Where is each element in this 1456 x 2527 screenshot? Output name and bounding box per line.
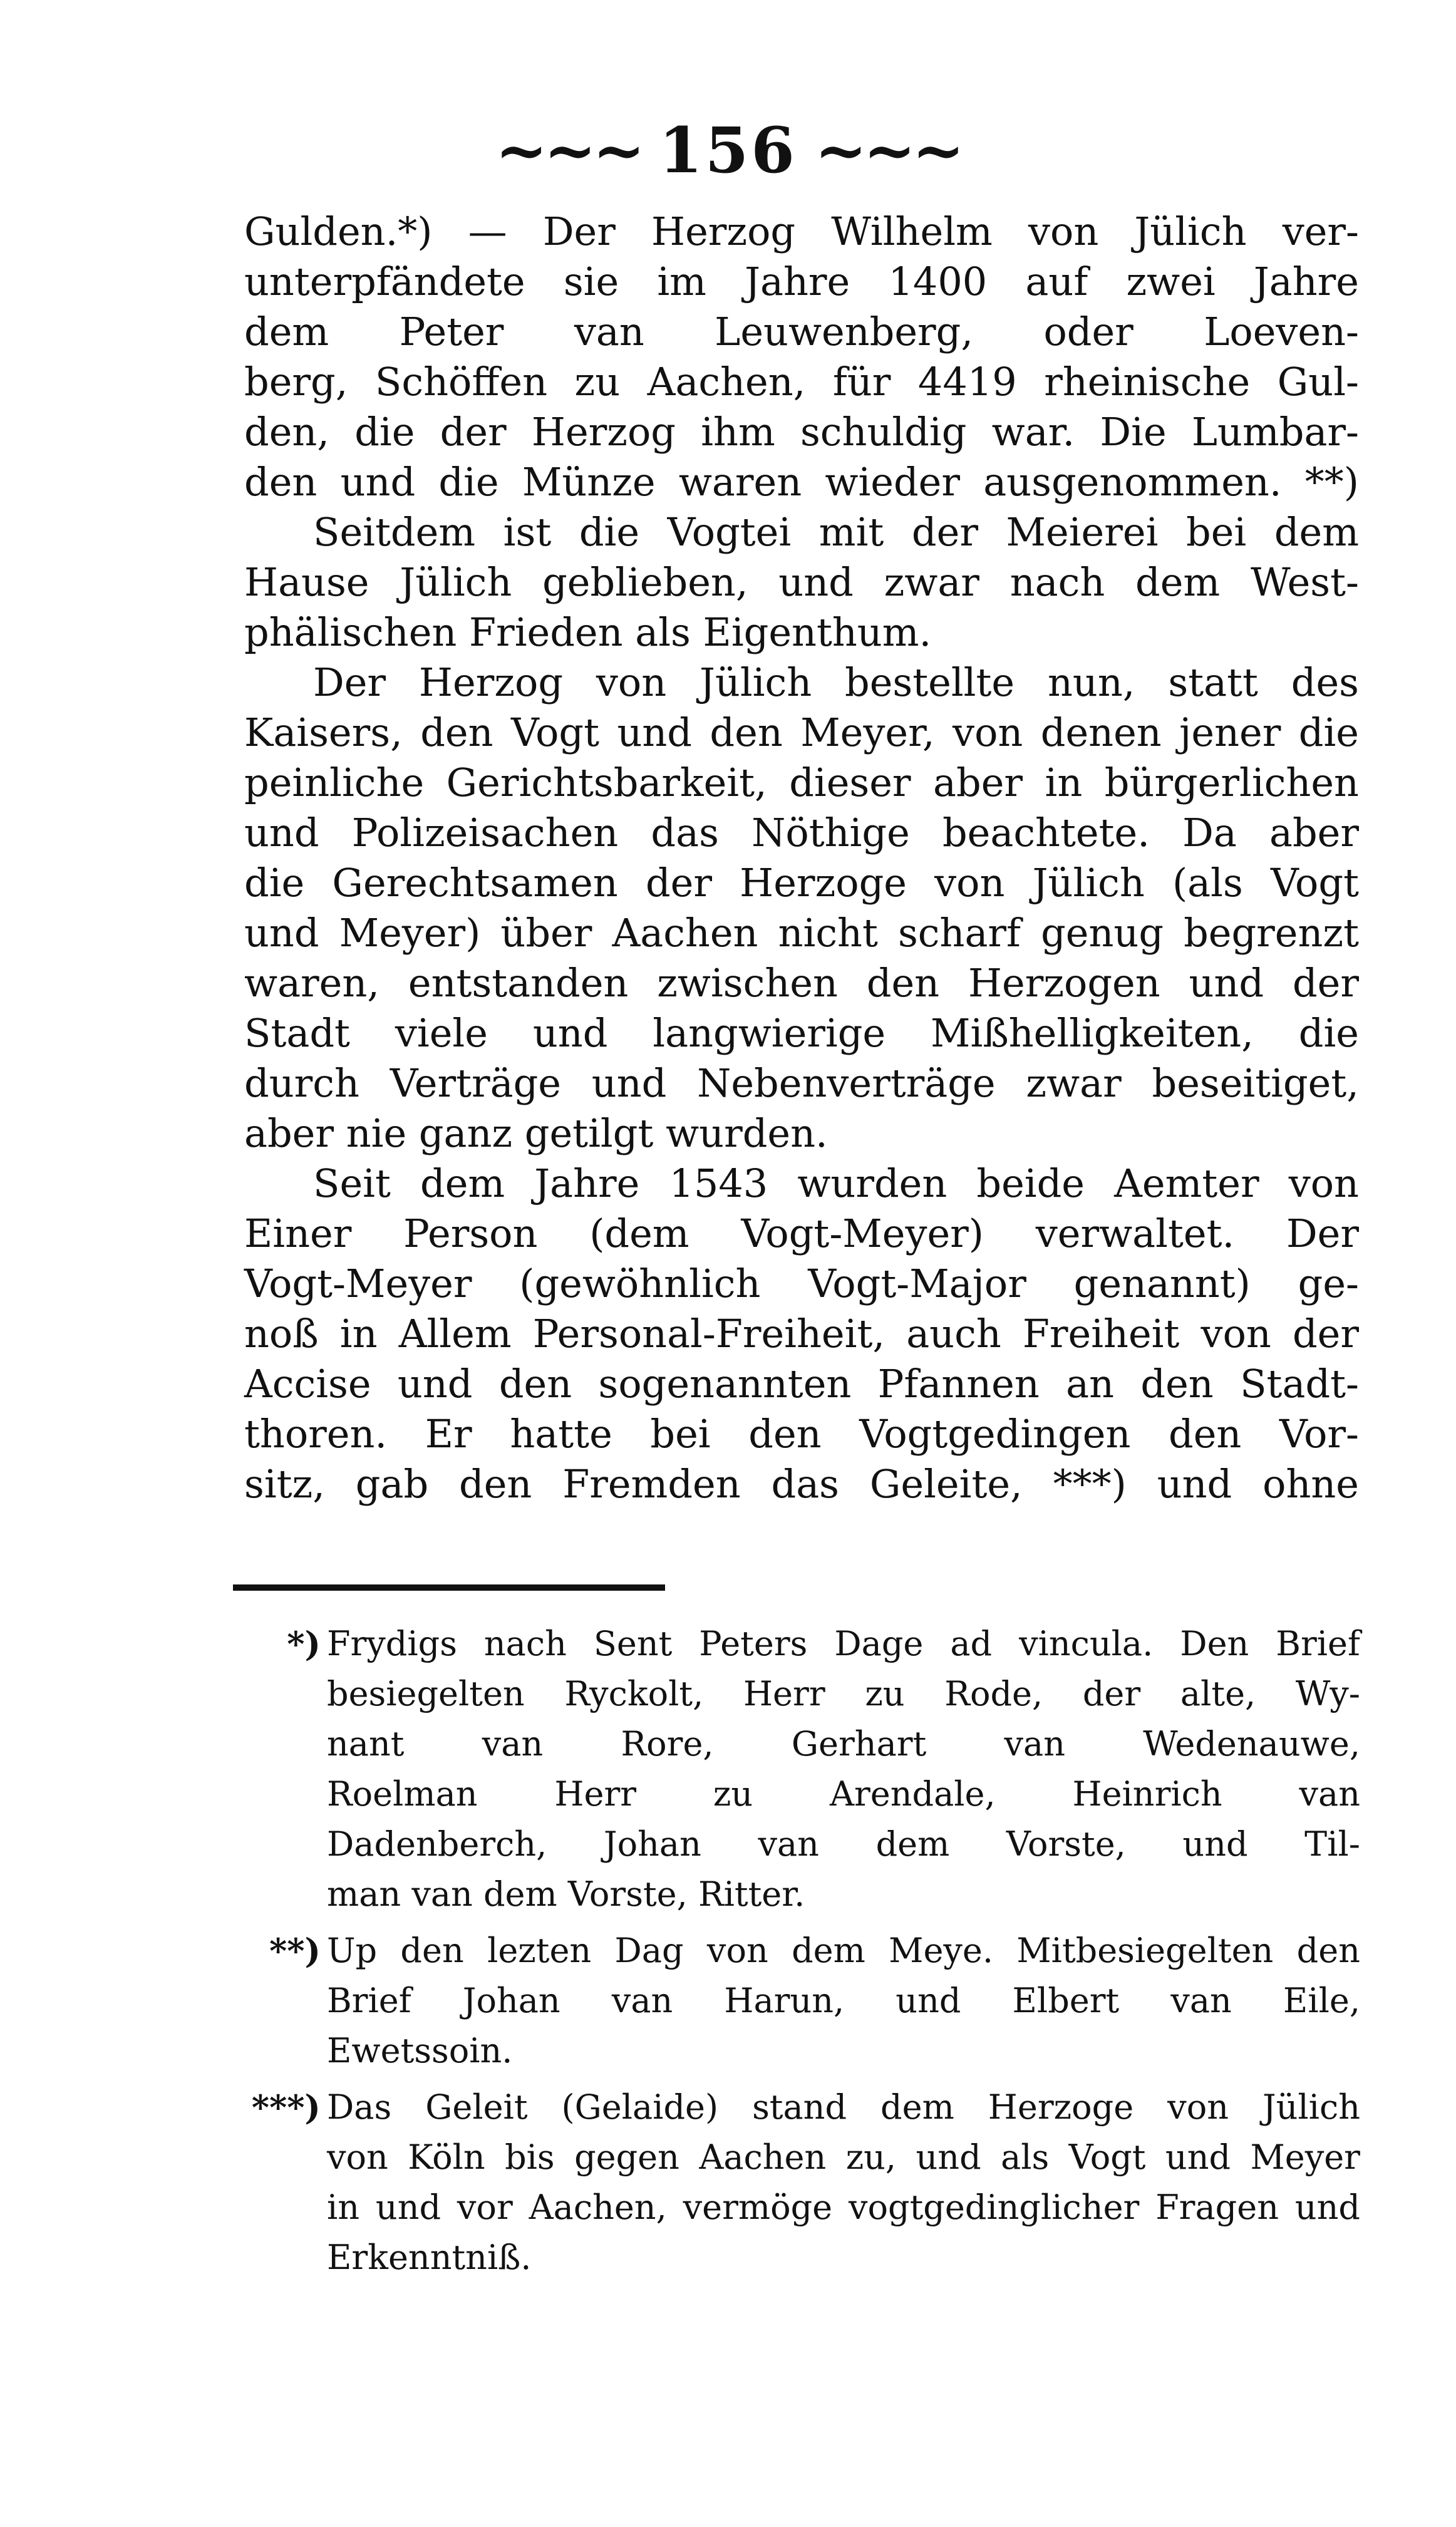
- footnote-line: Brief Johan van Harun, und Elbert van Eile,: [327, 1981, 1360, 2020]
- footnote-line: besiegelten Ryckolt, Herr zu Rode, der alte, Wy-: [327, 1674, 1360, 1713]
- footnote-line: nant van Rore, Gerhart van Wedenauwe,: [327, 1724, 1360, 1764]
- text-line: Einer Person (dem Vogt-Meyer) verwaltet. Der: [244, 1211, 1359, 1256]
- text-line: Seitdem ist die Vogtei mit der Meierei bei dem: [313, 509, 1359, 555]
- footnote-separator: [233, 1584, 665, 1591]
- main-text: [244, 207, 1359, 1509]
- text-line: noß in Allem Personal-Freiheit, auch Freiheit von der: [244, 1311, 1359, 1357]
- text-line: und Meyer) über Aachen nicht scharf genug begrenzt: [244, 910, 1359, 956]
- footnote-line: Frydigs nach Sent Peters Dage ad vincula. Den Brief: [327, 1624, 1360, 1663]
- footnote-line: Das Geleit (Gelaide) stand dem Herzoge von Jülich: [327, 2087, 1360, 2127]
- text-line: den und die Münze waren wieder ausgenommen. **): [244, 459, 1359, 505]
- footnote-line: Ewetssoin.: [327, 2031, 513, 2070]
- page-header: [0, 106, 1456, 194]
- footnote-marker: *): [287, 1624, 321, 1664]
- footnote-2: [233, 1926, 1360, 2076]
- footnote-marker: **): [269, 1931, 321, 1971]
- text-line: Hause Jülich geblieben, und zwar nach dem West-: [244, 559, 1359, 605]
- footnote-line: in und vor Aachen, vermöge vogtgedinglicher Fragen und: [327, 2188, 1360, 2227]
- footnote-line: man van dem Vorste, Ritter.: [327, 1874, 805, 1914]
- footnote-marker: ***): [251, 2087, 321, 2127]
- text-line: thoren. Er hatte bei den Vogtgedingen den Vor-: [244, 1411, 1359, 1457]
- footnote-line: Erkenntniß.: [327, 2238, 532, 2277]
- text-line: phälischen Frieden als Eigenthum.: [244, 609, 932, 655]
- text-line: peinliche Gerichtsbarkeit, dieser aber in bürgerlichen: [244, 760, 1359, 805]
- text-line: durch Verträge und Nebenverträge zwar beseitiget,: [244, 1060, 1359, 1106]
- text-line: berg, Schöffen zu Aachen, für 4419 rheinische Gul-: [244, 359, 1359, 405]
- text-line: waren, entstanden zwischen den Herzogen und der: [244, 960, 1359, 1006]
- text-line: Kaisers, den Vogt und den Meyer, von denen jener die: [244, 710, 1359, 755]
- footnote-3: [233, 2082, 1360, 2283]
- text-line: dem Peter van Leuwenberg, oder Loeven-: [244, 309, 1359, 354]
- header-ornament-left: ~~~: [495, 113, 642, 187]
- footnote-line: Roelman Herr zu Arendale, Heinrich van: [327, 1774, 1360, 1814]
- footnote-1: [233, 1619, 1360, 1920]
- text-line: die Gerechtsamen der Herzoge von Jülich (als Vogt: [244, 860, 1359, 906]
- footnote-line: Up den lezten Dag von dem Meye. Mitbesiegelten den: [327, 1931, 1360, 1970]
- text-line: Gulden.*) — Der Herzog Wilhelm von Jülich ver-: [244, 209, 1359, 254]
- footnotes: [233, 1619, 1360, 2289]
- text-line: Vogt-Meyer (gewöhnlich Vogt-Major genannt) ge-: [244, 1261, 1359, 1306]
- text-line: und Polizeisachen das Nöthige beachtete. Da aber: [244, 810, 1359, 855]
- text-line: sitz, gab den Fremden das Geleite, ***) und ohne: [244, 1461, 1359, 1507]
- text-line: Accise und den sogenannten Pfannen an den Stadt-: [244, 1361, 1359, 1407]
- text-line: Der Herzog von Jülich bestellte nun, statt des: [313, 659, 1359, 705]
- text-line: den, die der Herzog ihm schuldig war. Die Lumbar-: [244, 409, 1359, 455]
- text-line: Stadt viele und langwierige Mißhelligkeiten, die: [244, 1010, 1359, 1056]
- text-line: unterpfändete sie im Jahre 1400 auf zwei Jahre: [244, 259, 1359, 304]
- text-line: aber nie ganz getilgt wurden.: [244, 1110, 828, 1156]
- header-ornament-right: ~~~: [814, 113, 961, 187]
- footnote-line: Dadenberch, Johan van dem Vorste, und Til-: [327, 1824, 1360, 1864]
- footnote-line: von Köln bis gegen Aachen zu, und als Vogt und Meyer: [327, 2137, 1360, 2177]
- page-number: 156: [659, 113, 797, 187]
- text-line: Seit dem Jahre 1543 wurden beide Aemter von: [313, 1160, 1359, 1206]
